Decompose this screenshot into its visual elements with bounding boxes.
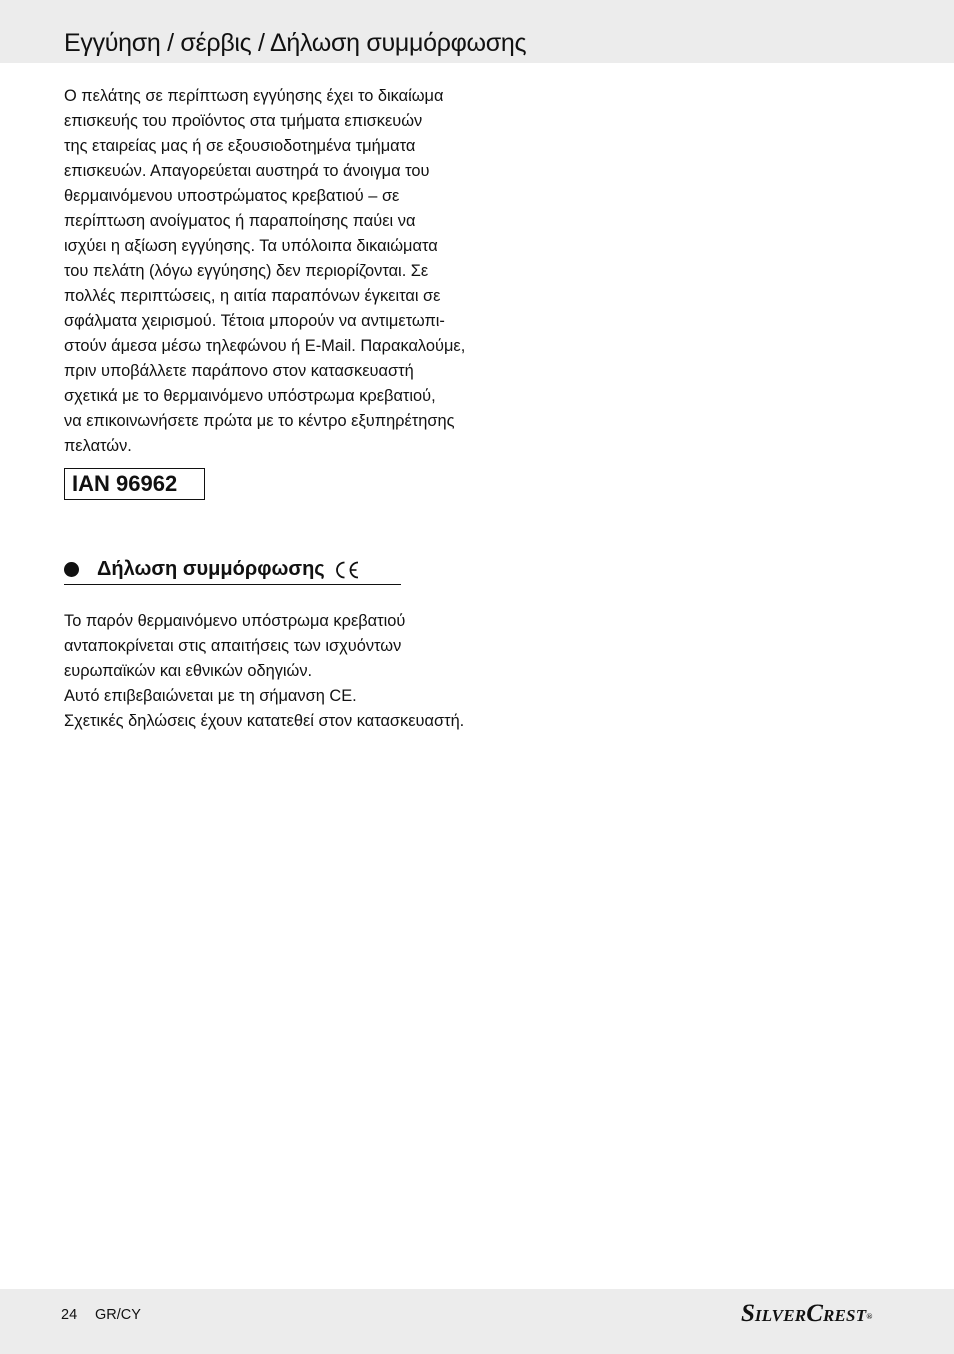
text-line: του πελάτη (λόγω εγγύησης) δεν περιορίζονται. Σε xyxy=(64,262,429,280)
text-line: περίπτωση ανοίγματος ή παραποίησης παύει να xyxy=(64,212,416,230)
text-line: θερμαινόμενου υποστρώματος κρεβατιού – σε xyxy=(64,187,400,205)
text-line: πολλές περιπτώσεις, η αιτία παραπόνων έγκειται σε xyxy=(64,287,441,305)
conformity-heading xyxy=(64,555,401,585)
page-title: Εγγύηση / σέρβις / Δήλωση συμμόρφωσης xyxy=(64,29,527,57)
text-line: Ο πελάτης σε περίπτωση εγγύησης έχει το δικαίωμα xyxy=(64,87,444,105)
text-line: ανταποκρίνεται στις απαιτήσεις των ισχυόντων xyxy=(64,637,402,655)
text-line: στούν άμεσα μέσω τηλεφώνου ή E-Mail. Παρακαλούμε, xyxy=(64,337,466,355)
text-line: Το παρόν θερμαινόμενο υπόστρωμα κρεβατιού xyxy=(64,612,406,630)
brand-logo-part: ILVER xyxy=(754,1306,807,1325)
text-line: πελατών. xyxy=(64,437,132,455)
brand-logo xyxy=(741,1299,872,1332)
brand-logo-part: REST xyxy=(822,1306,867,1325)
text-line: Σχετικές δηλώσεις έχουν κατατεθεί στον κατασκευαστή. xyxy=(64,712,465,730)
country-code: GR/CY xyxy=(95,1307,141,1323)
brand-logo-part: C xyxy=(806,1300,823,1327)
warranty-paragraph xyxy=(64,84,465,459)
text-line: ισχύει η αξίωση εγγύησης. Τα υπόλοιπα δικαιώματα xyxy=(64,237,438,255)
text-line: της εταιρείας μας ή σε εξουσιοδοτημένα τμήματα xyxy=(64,137,416,155)
registered-mark: ® xyxy=(866,1312,873,1321)
text-line: επισκευής του προϊόντος στα τμήματα επισκευών xyxy=(64,112,423,130)
text-line: σχετικά με το θερμαινόμενο υπόστρωμα κρεβατιού, xyxy=(64,387,436,405)
ian-label: IAN 96962 xyxy=(72,471,178,496)
text-line: επισκευών. Απαγορεύεται αυστηρά το άνοιγμα του xyxy=(64,162,430,180)
page-number: 24 xyxy=(61,1307,78,1323)
text-line: πριν υποβάλλετε παράπονο στον κατασκευαστή xyxy=(64,362,414,380)
ian-box xyxy=(64,468,205,500)
text-line: να επικοινωνήσετε πρώτα με το κέντρο εξυπηρέτησης xyxy=(64,412,455,430)
text-line: Αυτό επιβεβαιώνεται με τη σήμανση CE. xyxy=(64,687,357,705)
ce-mark-icon xyxy=(334,560,360,580)
brand-logo-part: S xyxy=(741,1300,755,1327)
text-line: ευρωπαϊκών και εθνικών οδηγιών. xyxy=(64,662,313,680)
conformity-heading-text: Δήλωση συμμόρφωσης xyxy=(97,558,325,580)
bullet-icon xyxy=(64,562,79,577)
text-line: σφάλματα χειρισμού. Τέτοια μπορούν να αντιμετωπι- xyxy=(64,312,445,330)
conformity-paragraph xyxy=(64,609,464,734)
